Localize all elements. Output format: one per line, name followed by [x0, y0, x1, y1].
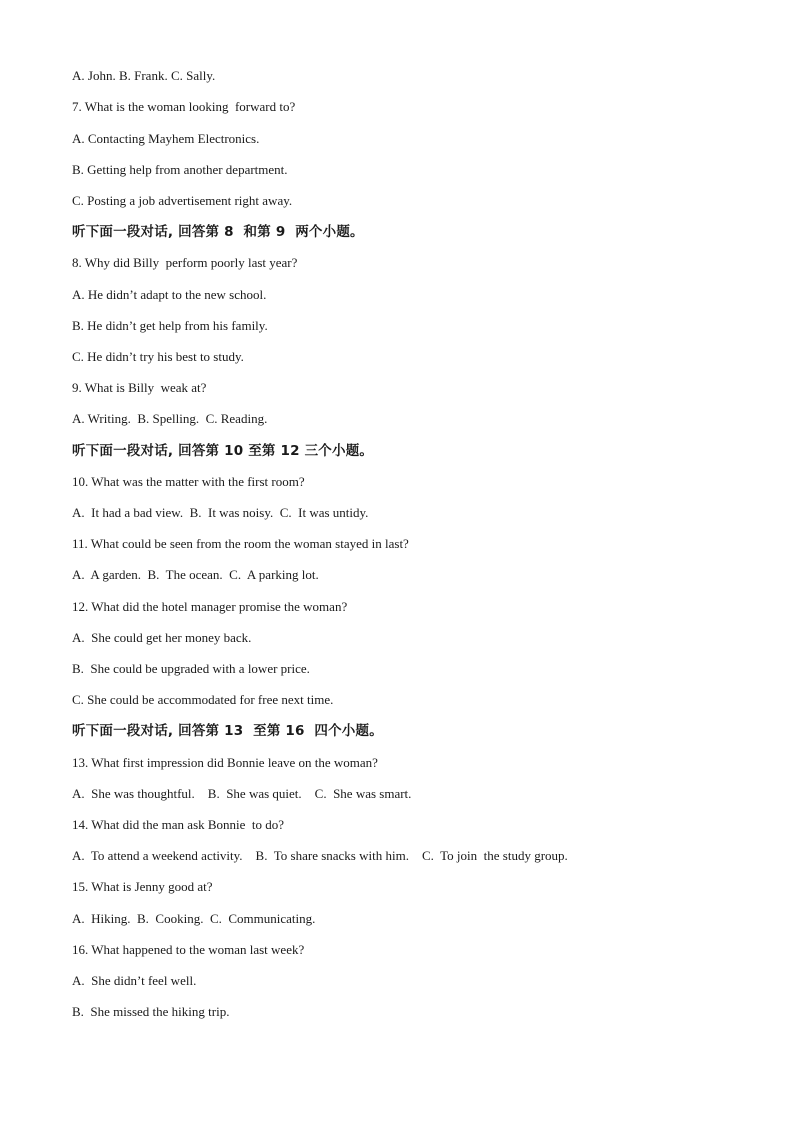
question-line: 12. What did the hotel manager promise the woman? — [72, 599, 348, 614]
option-line: B. She could be upgraded with a lower price. — [72, 661, 310, 676]
option-line: B. Getting help from another department. — [72, 162, 288, 177]
option-line: A. She could get her money back. — [72, 630, 252, 645]
question-line: 11. What could be seen from the room the woman stayed in last? — [72, 536, 409, 551]
section-heading: 听下面一段对话, 回答第 10 至第 12 三个小题。 — [72, 443, 374, 459]
option-line: A. He didn’t adapt to the new school. — [72, 287, 267, 302]
question-line: 13. What first impression did Bonnie leave on the woman? — [72, 755, 378, 770]
option-line: B. She missed the hiking trip. — [72, 1004, 230, 1019]
question-line: 16. What happened to the woman last week? — [72, 942, 305, 957]
option-line: A. Writing. B. Spelling. C. Reading. — [72, 411, 268, 426]
option-line: A. A garden. B. The ocean. C. A parking lot. — [72, 567, 319, 582]
option-line: B. He didn’t get help from his family. — [72, 318, 268, 333]
question-line: 10. What was the matter with the first room? — [72, 474, 305, 489]
option-line: C. She could be accommodated for free next time. — [72, 692, 334, 707]
option-line: A. Contacting Mayhem Electronics. — [72, 131, 260, 146]
section-heading: 听下面一段对话, 回答第 8 和第 9 两个小题。 — [72, 224, 364, 240]
question-line: 8. Why did Billy perform poorly last year? — [72, 255, 298, 270]
question-line: 15. What is Jenny good at? — [72, 879, 213, 894]
question-line: 9. What is Billy weak at? — [72, 380, 207, 395]
option-line: C. Posting a job advertisement right away. — [72, 193, 293, 208]
section-heading: 听下面一段对话, 回答第 13 至第 16 四个小题。 — [72, 723, 383, 739]
question-line: 14. What did the man ask Bonnie to do? — [72, 817, 285, 832]
option-line: A. Hiking. B. Cooking. C. Communicating. — [72, 911, 316, 926]
option-line: C. He didn’t try his best to study. — [72, 349, 244, 364]
option-line: A. To attend a weekend activity. B. To share snacks with him. C. To join the study group. — [72, 848, 568, 863]
option-line: A. She didn’t feel well. — [72, 973, 197, 988]
question-line: 7. What is the woman looking forward to? — [72, 99, 296, 114]
option-line: A. She was thoughtful. B. She was quiet. C. She was smart. — [72, 786, 412, 801]
option-line: A. It had a bad view. B. It was noisy. C. It was untidy. — [72, 505, 369, 520]
option-line: A. John. B. Frank. C. Sally. — [72, 68, 216, 83]
